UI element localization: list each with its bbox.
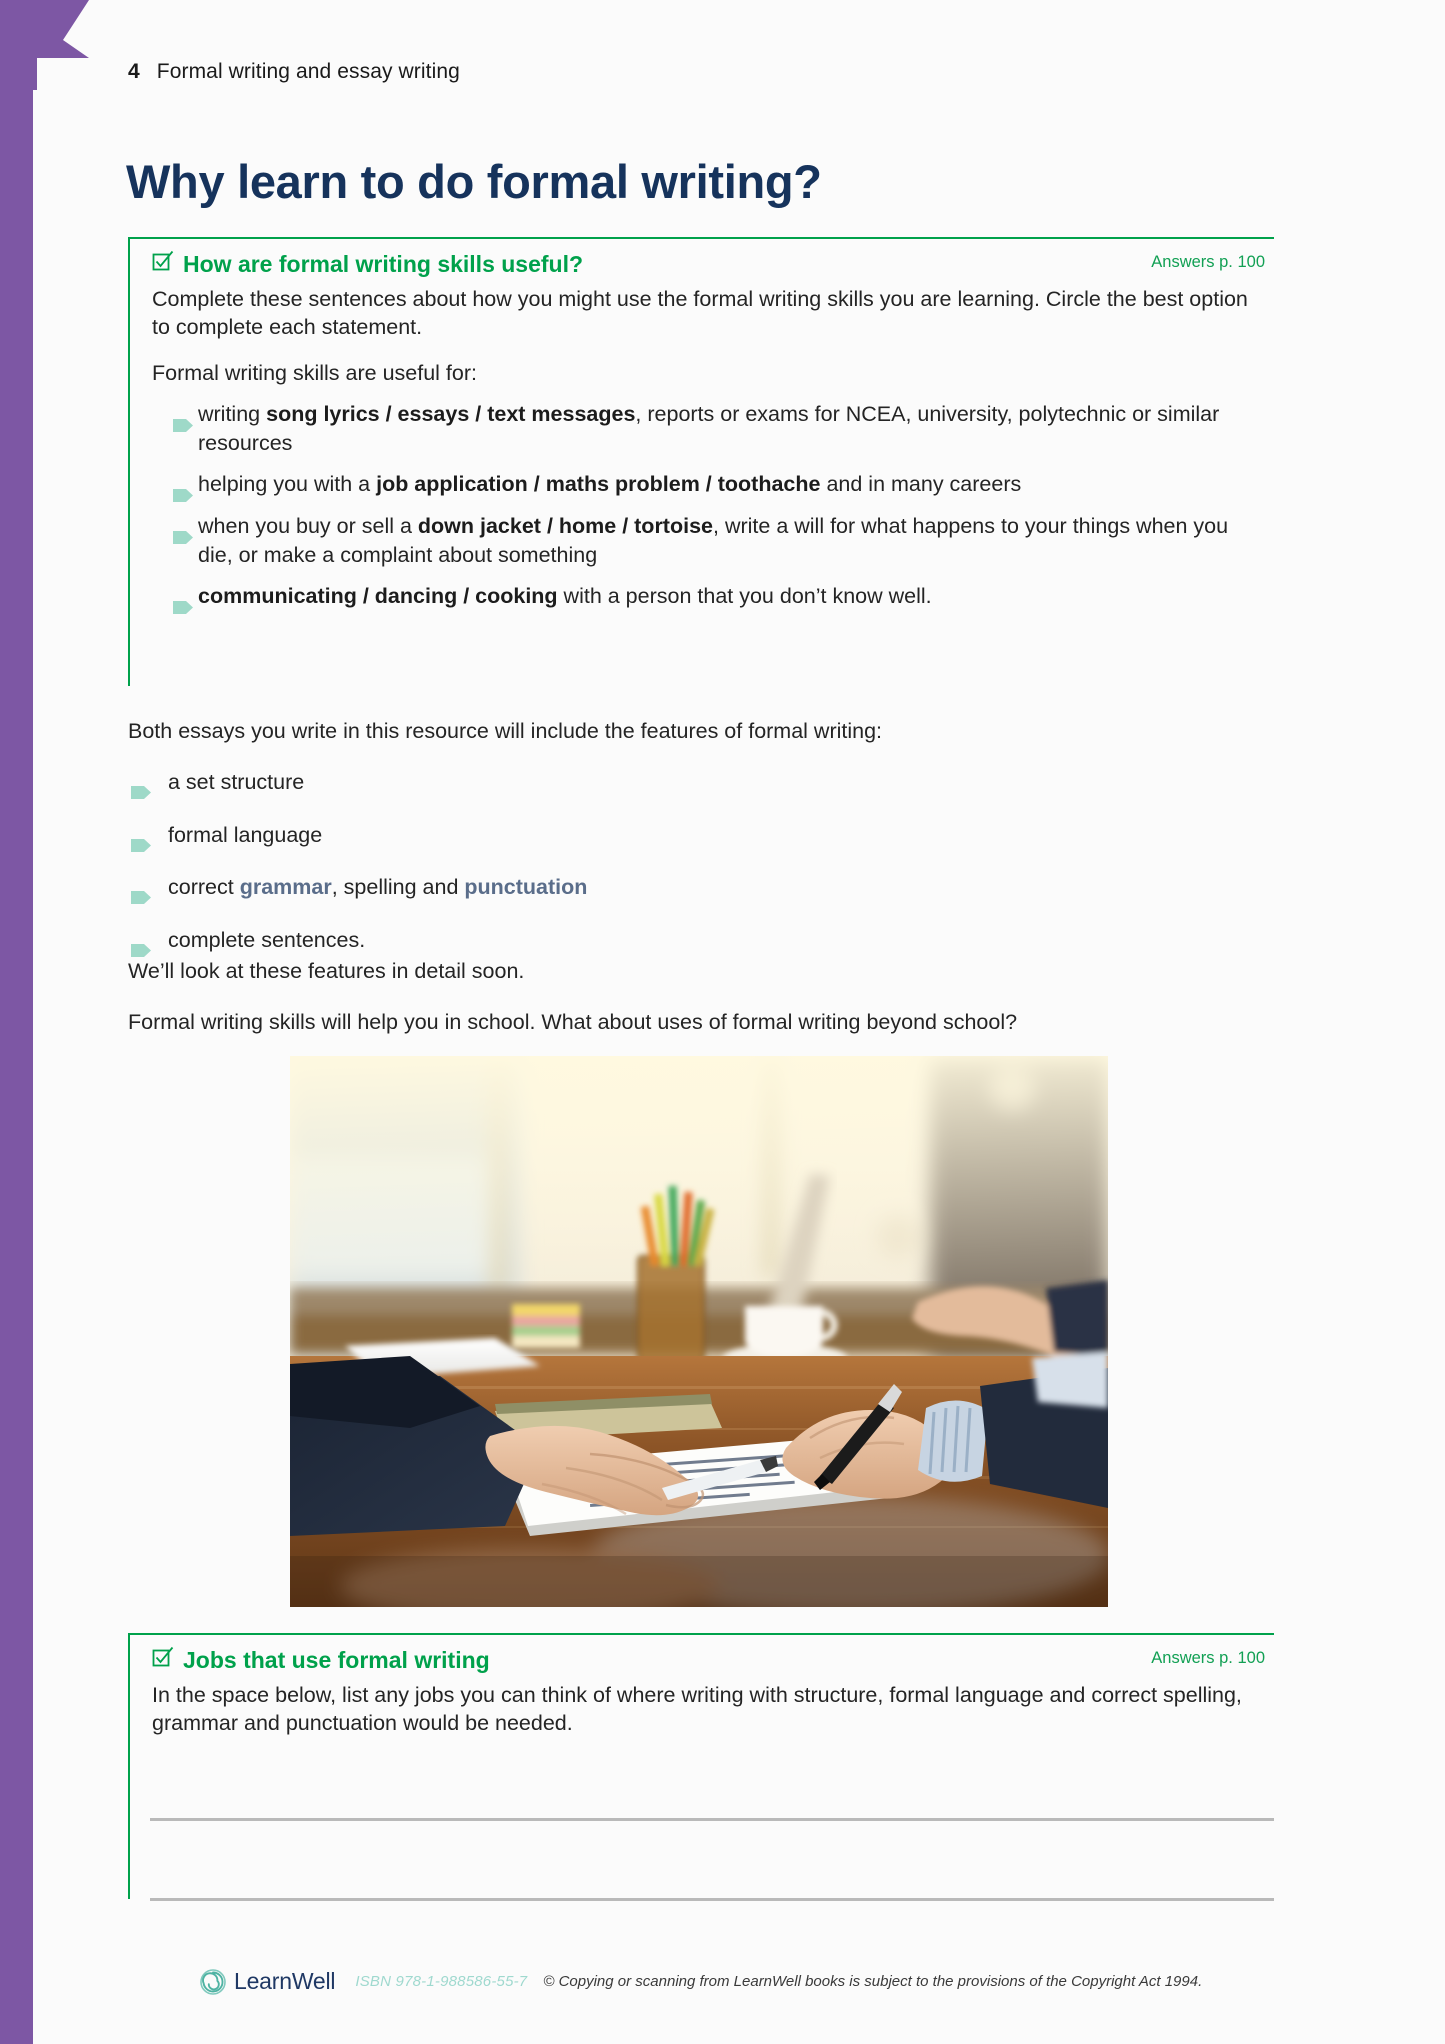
features-closing: We’ll look at these features in detail soon. [128,959,525,983]
item-text-post: and in many careers [820,472,1022,497]
list-item [128,768,1274,797]
formal-writing-uses-list [152,400,1266,611]
item-text-post: with a person that you don’t know well. [557,584,932,609]
activity-box-jobs-that-use-formal-writing [128,1633,1274,1899]
list-item [152,512,1266,569]
activity-body [130,1681,1274,1738]
chapter-title: Formal writing and essay writing [156,60,460,83]
leaf-bullet-icon [173,593,193,606]
item-text-mid: , spelling and [331,875,465,900]
activity-header [130,1635,1274,1681]
purple-spine-bar [0,0,33,2044]
list-item [128,873,1274,902]
leaf-bullet-icon [173,411,193,424]
beyond-school-question: Formal writing skills will help you in school. What about uses of formal writing beyond school? [128,1010,1018,1034]
running-head [128,60,460,84]
chapter-tab-chevron [33,0,89,90]
formal-writing-features-list [128,768,1274,978]
activity-intro: Complete these sentences about how you might use the formal writing skills you are learning. Circle the best option to complete each statement. [152,287,1248,340]
list-item [128,821,1274,850]
leaf-bullet-icon [131,883,151,896]
item-text-post: , write a will for what happens to your things when you die, or make a complaint about something [198,513,1229,567]
list-item [152,470,1266,499]
item-text-pre: correct [168,875,240,900]
item-highlight-two: punctuation [464,875,588,900]
item-text-pre: formal language [168,822,323,847]
item-text-bold: down jacket / home / tortoise [417,513,713,538]
answers-reference: Answers p. 100 [1151,253,1265,271]
page-footer [200,1968,1202,1995]
item-text-bold: job application / maths problem / toothache [376,472,821,497]
activity-title: How are formal writing skills useful? [183,251,584,278]
leaf-bullet-icon [173,523,193,536]
item-highlight-one: grammar [239,875,332,900]
isbn-text: ISBN 978-1-988586-55-7 [355,1973,528,1990]
page-title: Why learn to do formal writing? [126,155,822,208]
activity-header [130,239,1274,285]
item-text-pre: writing [198,402,267,427]
list-item [128,926,1274,955]
activity-box-how-are-formal-writing-skills-useful [128,237,1274,686]
list-item [152,400,1266,457]
activity-lead-in: Formal writing skills are useful for: [152,360,477,385]
business-meeting-photo [290,1056,1108,1607]
checkbox-checked-icon [152,1646,174,1668]
page-number: 4 [128,60,140,83]
answers-reference: Answers p. 100 [1151,1649,1265,1667]
checkbox-checked-icon [152,250,174,272]
copyright-notice: © Copying or scanning from LearnWell books is subject to the provisions of the Copyright Act 1994. [543,1973,1203,1990]
item-text-pre: a set structure [168,770,305,794]
leaf-bullet-icon [131,778,151,791]
activity-prompt: In the space below, list any jobs you can think of where writing with structure, formal language and correct spelling, grammar and punctuation would be needed. [152,1683,1242,1736]
learnwell-koru-spiral-icon [200,1969,226,1995]
leaf-bullet-icon [131,936,151,949]
learnwell-brand-name: LearnWell [234,1968,336,1994]
item-text-pre: helping you with a [198,472,377,497]
item-text-post: , reports or exams for NCEA, university, polytechnic or similar resources [198,402,1220,455]
item-text-bold: communicating / dancing / cooking [198,584,558,609]
answer-line[interactable] [150,1818,1274,1821]
item-text-pre: when you buy or sell a [198,513,418,538]
leaf-bullet-icon [173,481,193,494]
item-text-pre: complete sentences. [168,927,366,952]
list-item [152,582,1266,611]
leaf-bullet-icon [131,831,151,844]
activity-body [130,285,1274,611]
answer-line[interactable] [150,1898,1274,1901]
features-lead-in: Both essays you write in this resource will include the features of formal writing: [128,719,883,743]
item-text-bold: song lyrics / essays / text messages [266,402,636,427]
activity-title: Jobs that use formal writing [183,1647,490,1674]
